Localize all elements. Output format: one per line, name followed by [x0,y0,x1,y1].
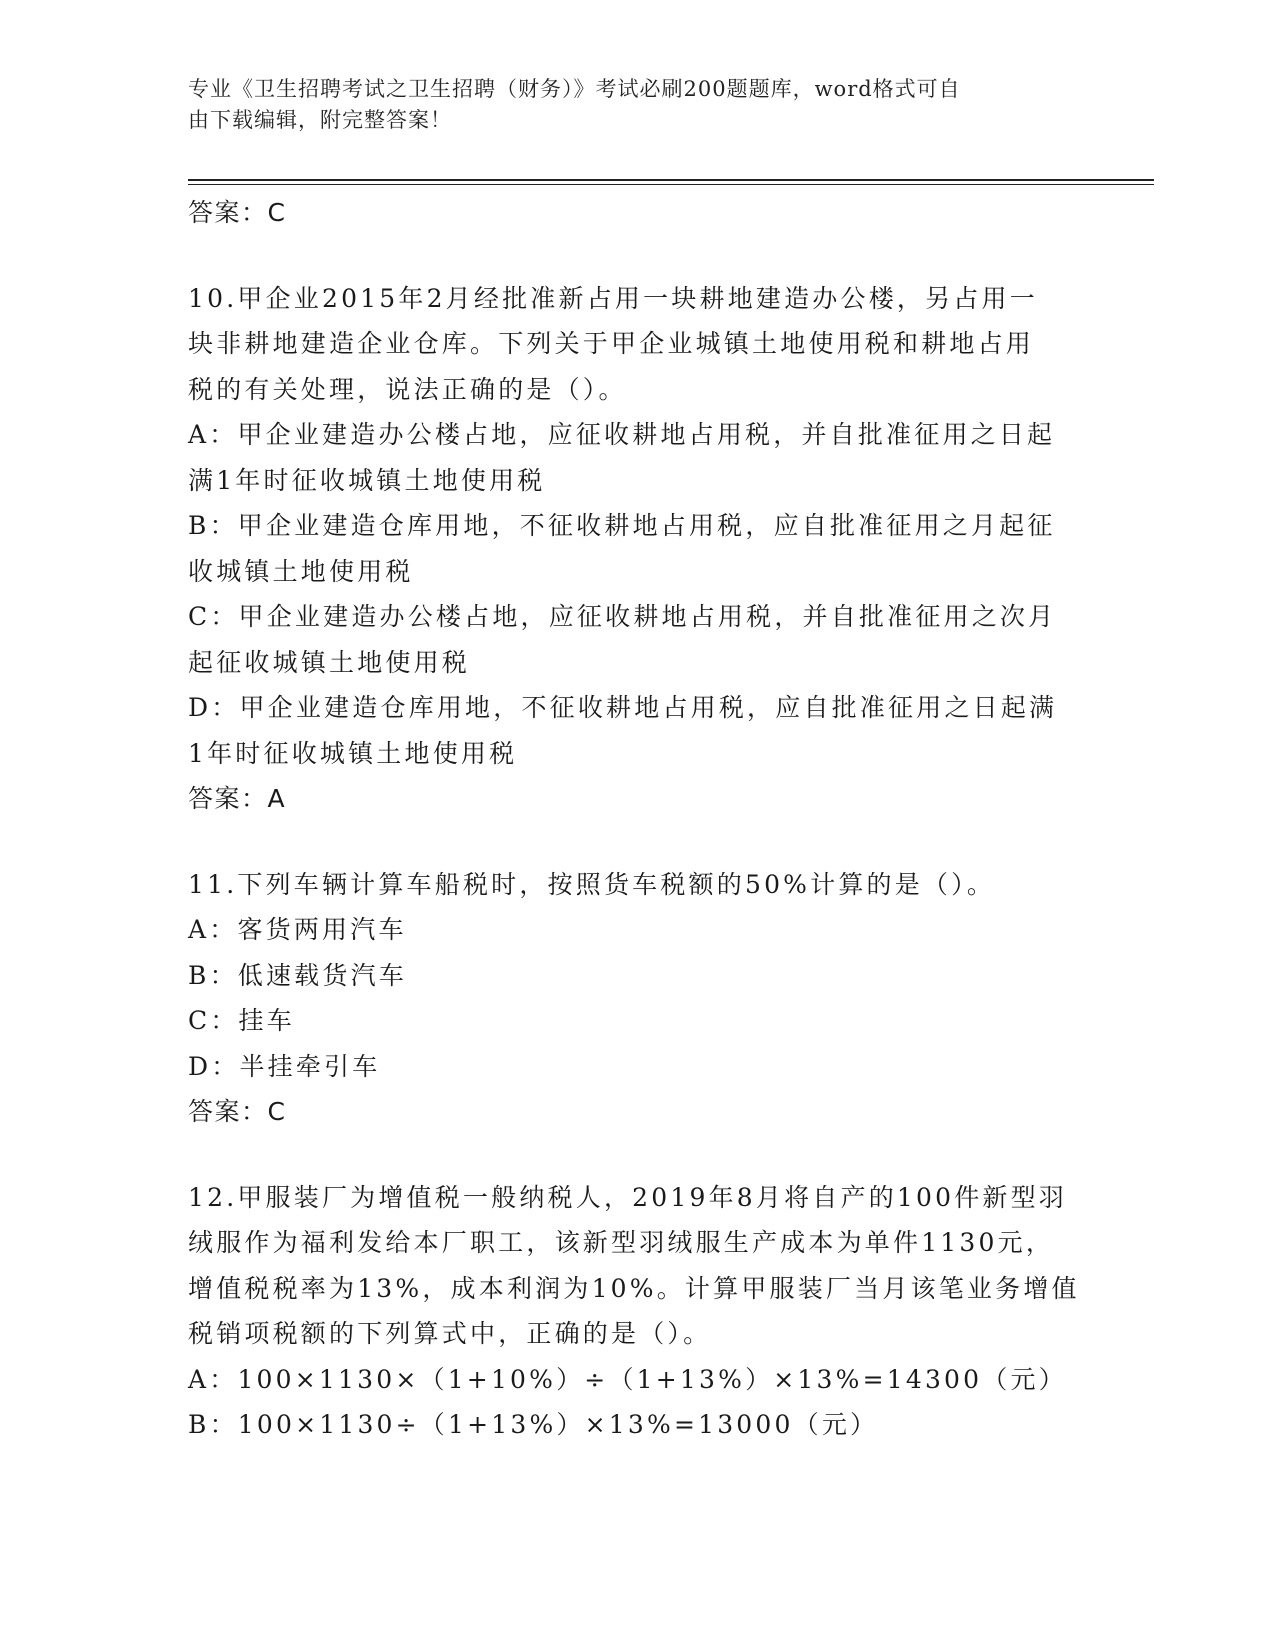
option-a-continued: 满1年时征收城镇土地使用税 [188,465,546,495]
header-line: 专业《卫生招聘考试之卫生招聘（财务）》考试必刷200题题库，word格式可自 [188,77,961,101]
option-b: B：甲企业建造仓库用地，不征收耕地占用税，应自批准征用之月起征 [188,511,1056,540]
question-10 [188,276,1088,822]
header-rule-thin [188,184,1154,185]
option-b: B：100×1130÷（1+13%）×13%=13000（元） [188,1410,879,1439]
header-rule [188,179,1154,181]
option-b-continued: 收城镇土地使用税 [188,556,414,586]
question-stem-line: 12.甲服装厂为增值税一般纳税人，2019年8月将自产的100件新型羽 [188,1182,1068,1212]
page-header [188,74,1068,136]
option-d: D：甲企业建造仓库用地，不征收耕地占用税，应自批准征用之日起满 [188,693,1058,722]
option-a: A：甲企业建造办公楼占地，应征收耕地占用税，并自批准征用之日起 [188,420,1056,449]
page-content [188,190,1088,1448]
question-stem-line: 税的有关处理，说法正确的是（）。 [188,374,627,404]
header-line: 由下载编辑，附完整答案！ [188,108,452,132]
question-stem-line: 11.下列车辆计算车船税时，按照货车税额的50%计算的是（）。 [188,869,996,899]
option-d-continued: 1年时征收城镇土地使用税 [188,738,518,768]
option-a: A：100×1130×（1+10%）÷（1+13%）×13%=14300（元） [188,1364,1067,1394]
option-a: A：客货两用汽车 [188,915,407,944]
question-stem-line: 块非耕地建造企业仓库。下列关于甲企业城镇土地使用税和耕地占用 [188,329,1035,358]
option-b: B：低速载货汽车 [188,960,407,990]
question-stem-line: 绒服作为福利发给本厂职工，该新型羽绒服生产成本为单件1130元， [188,1228,1055,1257]
answer-line: 答案：C [188,1097,287,1126]
option-c: C：挂车 [188,1006,295,1035]
question-stem-line: 增值税税率为13%，成本利润为10%。计算甲服装厂当月该笔业务增值 [188,1273,1080,1303]
answer-line: 答案：C [188,198,287,227]
question-12 [188,1175,1088,1448]
option-c-continued: 起征收城镇土地使用税 [188,647,471,677]
question-stem-line: 税销项税额的下列算式中，正确的是（）。 [188,1319,712,1348]
option-d: D：半挂牵引车 [188,1051,381,1081]
option-c: C：甲企业建造办公楼占地，应征收耕地占用税，并自批准征用之次月 [188,602,1057,631]
question-11 [188,862,1088,1135]
question-stem-line: 10.甲企业2015年2月经批准新占用一块耕地建造办公楼，另占用一 [188,283,1038,313]
answer-line: 答案：A [188,784,287,813]
